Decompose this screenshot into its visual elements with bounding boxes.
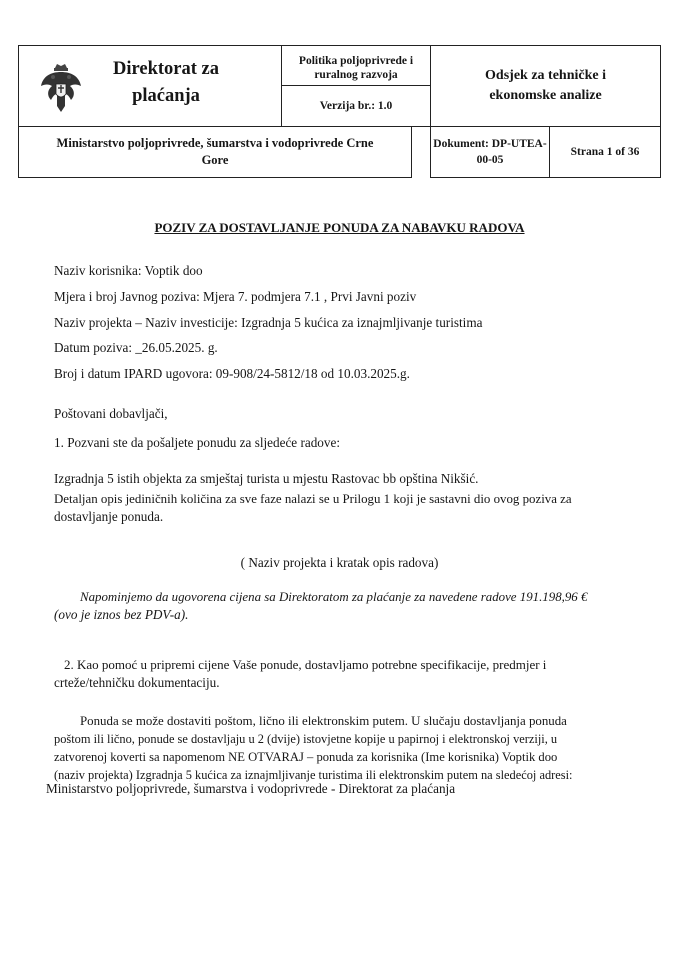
policy-cell bbox=[282, 46, 431, 86]
org-cell bbox=[19, 46, 282, 127]
field-datum: Datum poziva: _26.05.2025. g. bbox=[54, 340, 218, 355]
document-title: POZIV ZA DOSTAVLJANJE PONUDA ZA NABAVKU RADOVA bbox=[154, 220, 525, 235]
field-korisnik: Naziv korisnika: Voptik doo bbox=[54, 263, 203, 278]
item-1: 1. Pozvani ste da pošaljete ponudu za sljedeće radove: bbox=[54, 435, 340, 450]
org-title-line2: plaćanja bbox=[132, 86, 200, 106]
description-line1: Izgradnja 5 istih objekta za smještaj turista u mjestu Rastovac bb opština Nikšić. bbox=[54, 471, 479, 486]
ministry-cell bbox=[19, 127, 412, 178]
delivery-paragraph-line3: zatvorenoj koverti sa napomenom NE OTVARAJ – ponuda za korisnika (Ime korisnika) Voptik doo bbox=[54, 750, 558, 764]
policy-line2: ruralnog razvoja bbox=[314, 69, 398, 81]
document-line1: Dokument: DP-UTEA- bbox=[433, 138, 547, 150]
project-caption: ( Naziv projekta i kratak opis radova) bbox=[240, 555, 439, 570]
section-line2: ekonomske analize bbox=[489, 88, 602, 103]
price-note-line2: (ovo je iznos bez PDV-a). bbox=[54, 607, 189, 622]
address-line: Ministarstvo poljoprivrede, šumarstva i vodoprivrede - Direktorat za plaćanja bbox=[46, 781, 456, 796]
org-title-line1: Direktorat za bbox=[113, 59, 219, 79]
item-2-line1: 2. Kao pomoć u pripremi cijene Vaše ponude, dostavljamo potrebne specifikacije, predmjer i bbox=[64, 657, 547, 672]
document-line2: 00-05 bbox=[476, 154, 504, 166]
description-line2: Detaljan opis jediničnih količina za sve faze nalazi se u Prilogu 1 koji je sastavni dio ovog poziva za bbox=[54, 492, 572, 506]
header-table bbox=[18, 45, 661, 178]
document-cell bbox=[431, 127, 550, 178]
org-title bbox=[91, 56, 241, 110]
delivery-paragraph-line4: (naziv projekta) Izgradnja 5 kućica za iznajmljivanje turistima ili elektronskim putem na sledećoj adresi: bbox=[54, 768, 573, 782]
description-line3: dostavljanje ponuda. bbox=[54, 509, 164, 524]
delivery-paragraph-line1: Ponuda se može dostaviti poštom, lično ili elektronskim putem. U slučaju dostavljanja ponuda bbox=[80, 714, 567, 728]
spacer-cell bbox=[412, 127, 431, 178]
delivery-paragraph-line2: poštom ili lično, ponude se dostavljaju u 2 (dvije) istovjetne kopije u papirnoj i elektronskoj verziji, u bbox=[54, 732, 558, 746]
policy-line1: Politika poljoprivrede i bbox=[298, 55, 414, 67]
section-line1: Odsjek za tehničke i bbox=[485, 68, 606, 83]
greeting: Poštovani dobavljači, bbox=[54, 406, 168, 421]
price-note-line1: Napominjemo da ugovorena cijena sa Direktoratom za plaćanje za navedene radove 191.198,96 € bbox=[80, 590, 588, 604]
ministry-line2: Gore bbox=[201, 153, 229, 167]
field-mjera: Mjera i broj Javnog poziva: Mjera 7. podmjera 7.1 , Prvi Javni poziv bbox=[54, 289, 417, 304]
version-cell: Verzija br.: 1.0 bbox=[282, 86, 431, 127]
montenegro-crest-icon bbox=[39, 62, 83, 114]
item-2-line2: crteže/tehničku dokumentaciju. bbox=[54, 675, 220, 690]
page-cell: Strana 1 of 36 bbox=[550, 127, 661, 178]
section-cell bbox=[431, 46, 661, 127]
ministry-line1: Ministarstvo poljoprivrede, šumarstva i vodoprivrede Crne bbox=[56, 136, 374, 150]
field-projekat: Naziv projekta – Naziv investicije: Izgradnja 5 kućica za iznajmljivanje turistima bbox=[54, 315, 483, 330]
field-ugovor: Broj i datum IPARD ugovora: 09-908/24-5812/18 od 10.03.2025.g. bbox=[54, 366, 410, 381]
